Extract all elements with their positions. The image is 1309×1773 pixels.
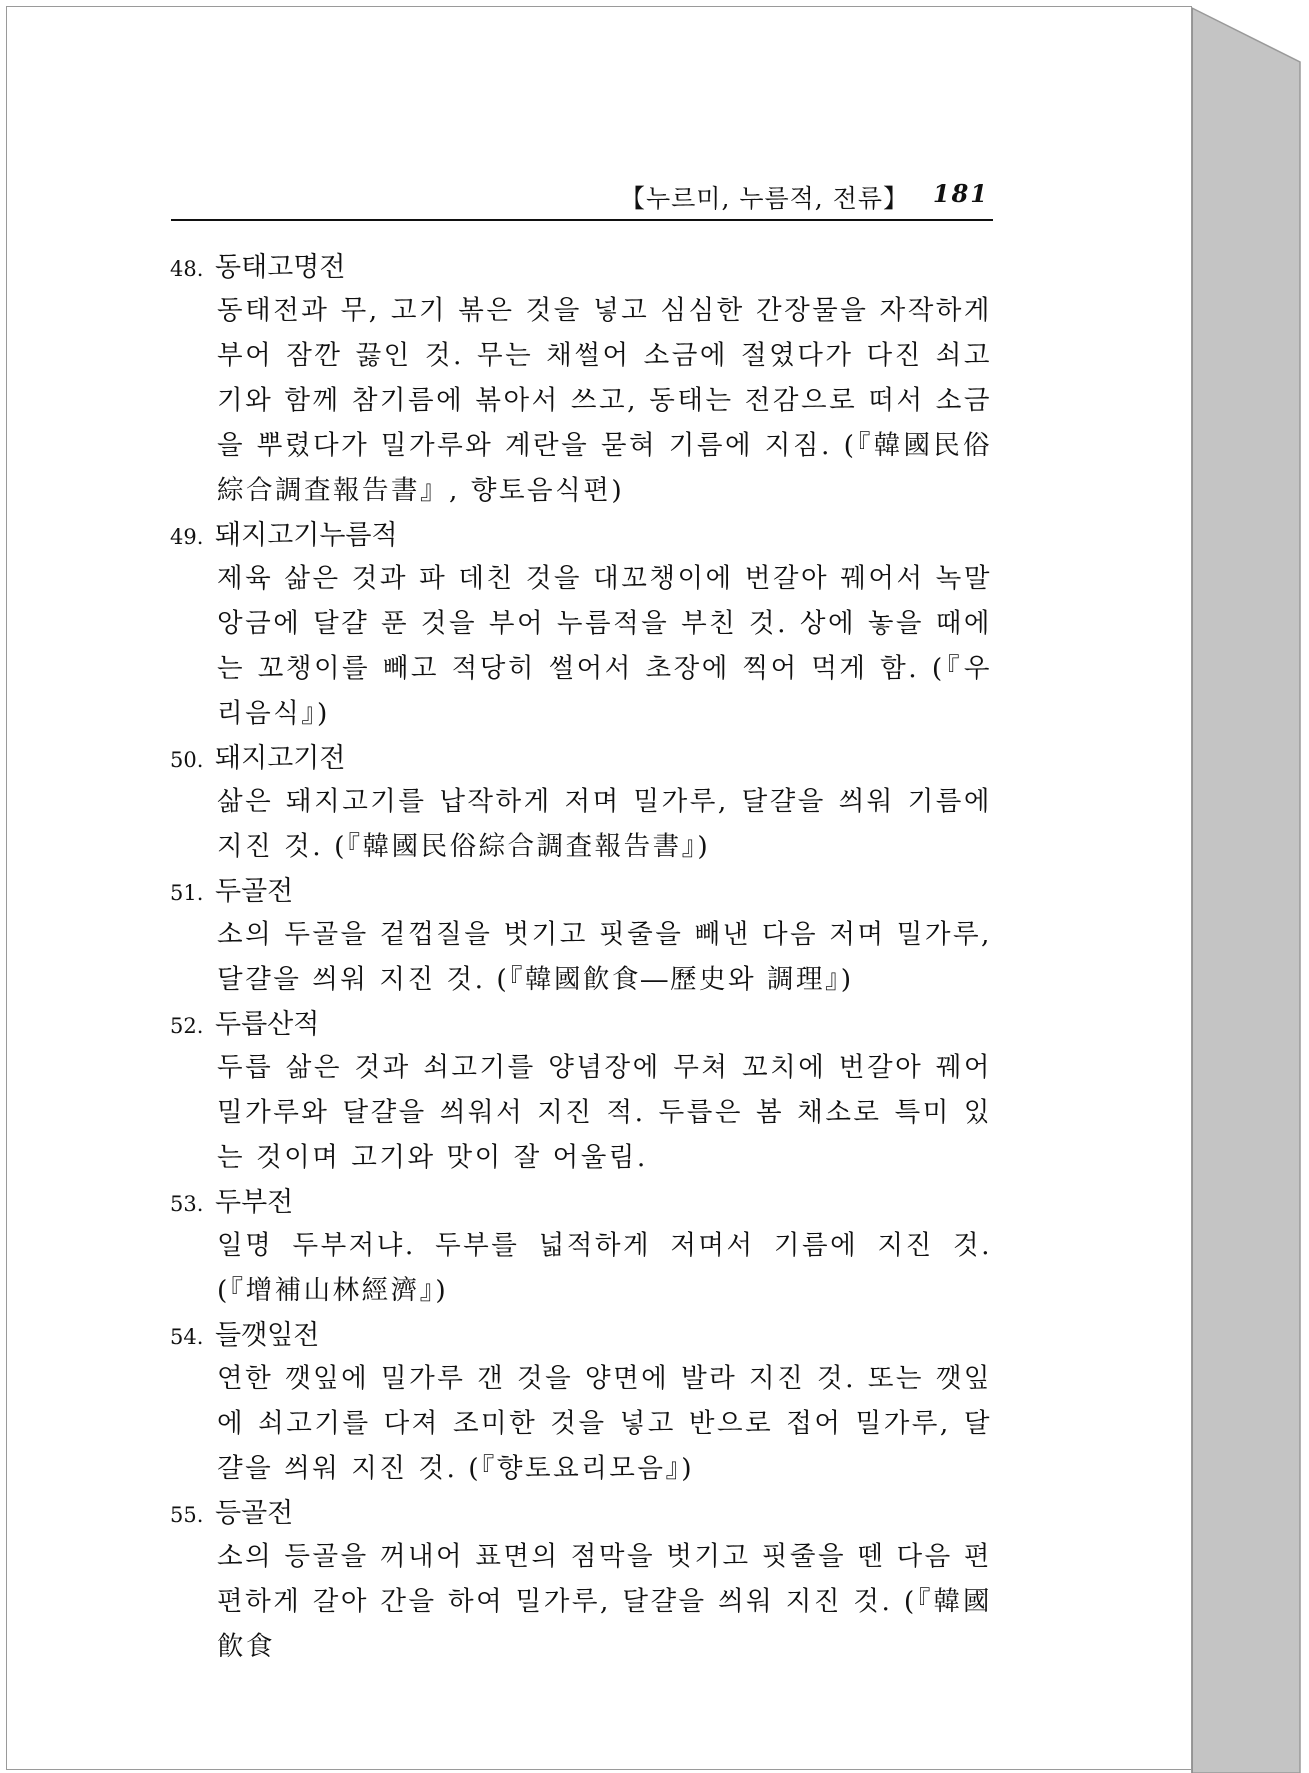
entry-number: 52. — [170, 1014, 204, 1038]
entry-49 — [170, 516, 992, 739]
entry-51 — [170, 872, 992, 1005]
entry-title: 돼지고기전 — [215, 743, 346, 774]
entry-48 — [170, 248, 992, 516]
entry-body: 동태전과 무, 고기 볶은 것을 넣고 심심한 간장물을 자작하게 부어 잠깐 끓인 것. 무는 채썰어 소금에 절였다가 다진 쇠고기와 함께 참기름에 볶아서 쓰고, 동태는 전감으로 떠서 소금을 뿌렸다가 밀가루와 계란을 묻혀 기름에 지짐. (『韓國民俗綜合調査報告書』, 향토음식편) — [217, 295, 992, 506]
entry-heading — [170, 1316, 992, 1356]
entry-title: 두골전 — [215, 876, 294, 907]
entry-54 — [170, 1316, 992, 1494]
entry-heading — [170, 248, 992, 288]
entry-body: 일명 두부저냐. 두부를 넓적하게 저며서 기름에 지진 것. (『增補山林經濟』) — [217, 1230, 992, 1306]
entry-55 — [170, 1494, 992, 1672]
entry-title: 들깻잎전 — [215, 1320, 320, 1351]
entry-body: 연한 깻잎에 밀가루 갠 것을 양면에 발라 지진 것. 또는 깻잎에 쇠고기를 다져 조미한 것을 넣고 반으로 접어 밀가루, 달걀을 씌워 지진 것. (『향토요리모음』) — [217, 1363, 992, 1484]
entry-heading — [170, 1183, 992, 1223]
entry-body: 제육 삶은 것과 파 데친 것을 대꼬챙이에 번갈아 꿰어서 녹말 앙금에 달걀 푼 것을 부어 누름적을 부친 것. 상에 놓을 때에는 꼬챙이를 빼고 적당히 썰어서 초장에 찍어 먹게 함. (『우리음식』) — [217, 563, 992, 729]
running-head — [171, 177, 993, 221]
entry-title: 두부전 — [215, 1187, 294, 1218]
entry-number: 54. — [170, 1325, 204, 1349]
entry-title: 돼지고기누름적 — [215, 520, 398, 551]
entry-50 — [170, 739, 992, 872]
entry-list — [170, 248, 992, 1672]
entry-heading — [170, 872, 992, 912]
entry-heading — [170, 516, 992, 556]
entry-body: 두릅 삶은 것과 쇠고기를 양념장에 무쳐 꼬치에 번갈아 꿰어 밀가루와 달걀을 씌워서 지진 적. 두릅은 봄 채소로 특미 있는 것이며 고기와 맛이 잘 어울림. — [217, 1052, 992, 1173]
entry-52 — [170, 1005, 992, 1183]
entry-heading — [170, 1005, 992, 1045]
entry-heading — [170, 1494, 992, 1534]
entry-body: 소의 두골을 겉껍질을 벗기고 핏줄을 빼낸 다음 저며 밀가루, 달걀을 씌워 지진 것. (『韓國飮食―歷史와 調理』) — [217, 919, 992, 995]
entry-number: 55. — [170, 1503, 204, 1527]
entry-body: 소의 등골을 꺼내어 표면의 점막을 벗기고 핏줄을 뗀 다음 편편하게 갈아 간을 하여 밀가루, 달걀을 씌워 지진 것. (『韓國飮食 — [217, 1541, 992, 1662]
running-title: 【누르미, 누름적, 전류】 — [620, 184, 909, 213]
page-number: 181 — [932, 179, 989, 208]
entry-title: 두릅산적 — [215, 1009, 320, 1040]
entry-number: 51. — [170, 881, 204, 905]
entry-number: 48. — [170, 257, 204, 281]
entry-number: 49. — [170, 525, 204, 549]
entry-heading — [170, 739, 992, 779]
entry-title: 등골전 — [215, 1498, 294, 1529]
entry-number: 50. — [170, 748, 204, 772]
entry-53 — [170, 1183, 992, 1316]
entry-body: 삶은 돼지고기를 납작하게 저며 밀가루, 달걀을 씌워 기름에 지진 것. (『韓國民俗綜合調査報告書』) — [217, 786, 992, 862]
entry-title: 동태고명전 — [215, 252, 346, 283]
entry-number: 53. — [170, 1192, 204, 1216]
